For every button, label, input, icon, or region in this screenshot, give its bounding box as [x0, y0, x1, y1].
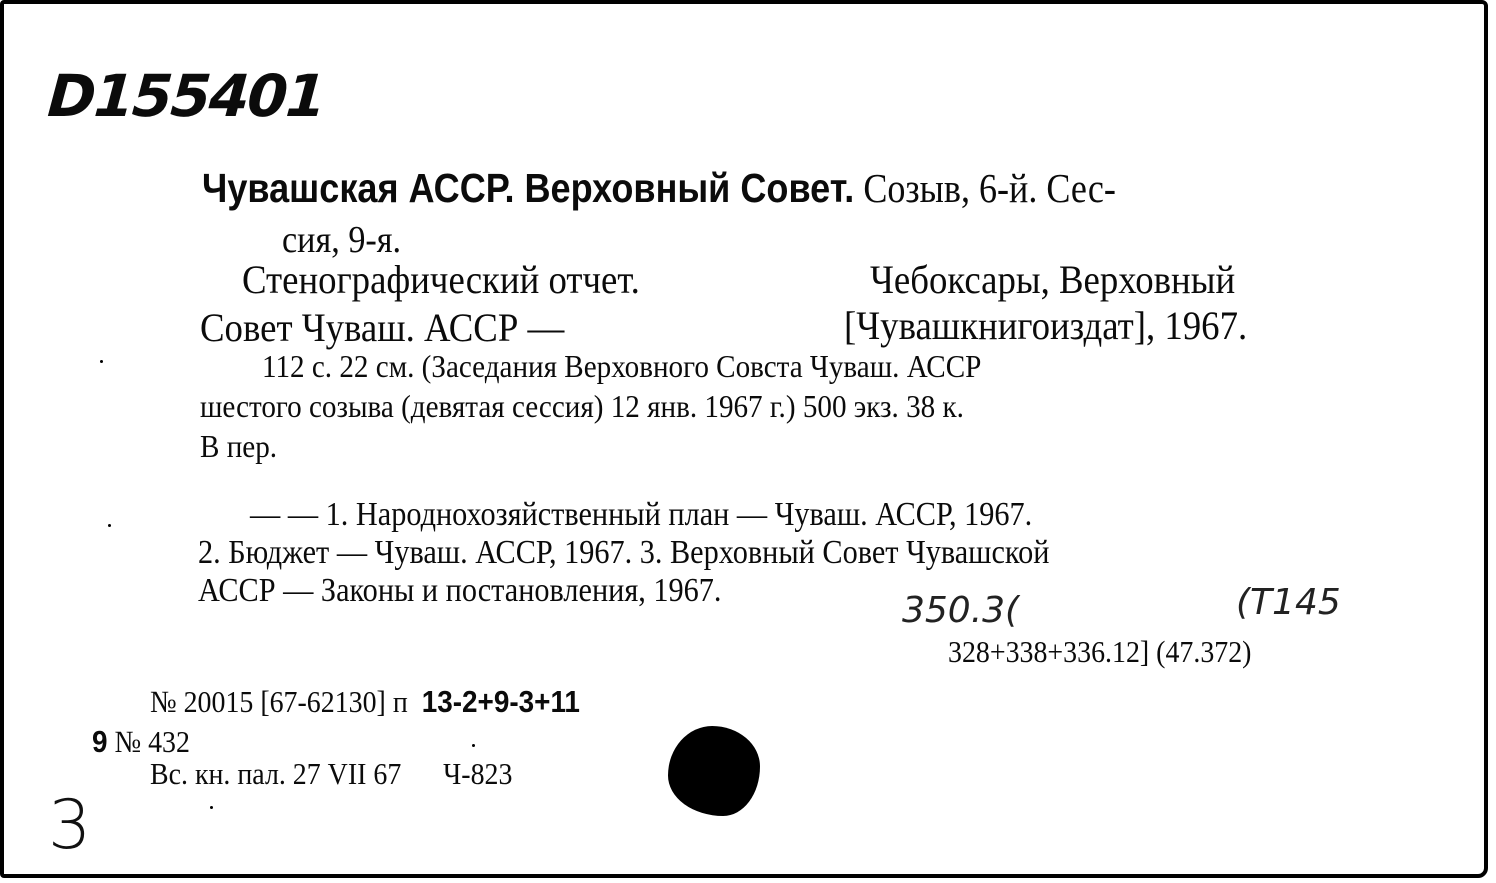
ink-blot: [668, 726, 760, 816]
imprint-printer-year: [Чувашкнигоиздат], 1967.: [844, 303, 1248, 348]
book-chamber-code: Ч-823: [443, 756, 513, 791]
imprint-place: Чебоксары, Верховный: [870, 257, 1236, 302]
heading-line-1: [202, 164, 1116, 212]
collation-line-2: шестого созыва (девятая сессия) 12 янв. 1967 г.) 500 экз. 38 к.: [200, 388, 964, 424]
collation-line-3: В пер.: [200, 428, 278, 464]
imprint-publisher: Совет Чуваш. АССР —: [200, 305, 565, 350]
print-number: № 20015 [67-62130] п: [150, 684, 408, 719]
order-number: № 432: [114, 724, 190, 759]
subject-tracing-line-2: 2. Бюджет — Чуваш. АССР, 1967. 3. Верховный Совет Чувашской: [198, 534, 1050, 571]
call-number: D155401: [45, 62, 327, 130]
subject-tracing-line-3: АССР — Законы и постановления, 1967.: [198, 572, 722, 609]
ink-speck: [100, 360, 103, 363]
order-line: [92, 724, 190, 760]
title-statement: Стенографический отчет.: [242, 257, 640, 302]
handwritten-class-mark-2: (Т145: [1236, 582, 1341, 623]
classification-index: 328+338+336.12] (47.372): [948, 634, 1252, 669]
ink-speck: [108, 524, 111, 527]
ink-speck: [210, 806, 213, 809]
subject-tracing-line-1: — — 1. Народнохозяйственный план — Чуваш. АССР, 1967.: [250, 496, 1033, 533]
handwritten-inventory-mark: 3: [48, 786, 92, 865]
ink-speck: [472, 744, 475, 747]
order-prefix: 9: [92, 724, 108, 759]
print-code: 13-2+9-3+11: [421, 684, 580, 719]
book-chamber-date: Вс. кн. пал. 27 VII 67: [150, 756, 402, 791]
heading-session-continued: сия, 9-я.: [282, 219, 402, 261]
heading-session: Созыв, 6-й. Сес-: [863, 165, 1116, 211]
collation-line-1: 112 с. 22 см. (Заседания Верховного Совста Чуваш. АССР: [262, 348, 982, 384]
print-number-line: [150, 684, 580, 720]
book-chamber-line: [150, 756, 512, 792]
handwritten-class-mark: 350.3(: [902, 590, 1020, 631]
heading-author: Чувашская АССР. Верховный Совет.: [202, 165, 855, 211]
